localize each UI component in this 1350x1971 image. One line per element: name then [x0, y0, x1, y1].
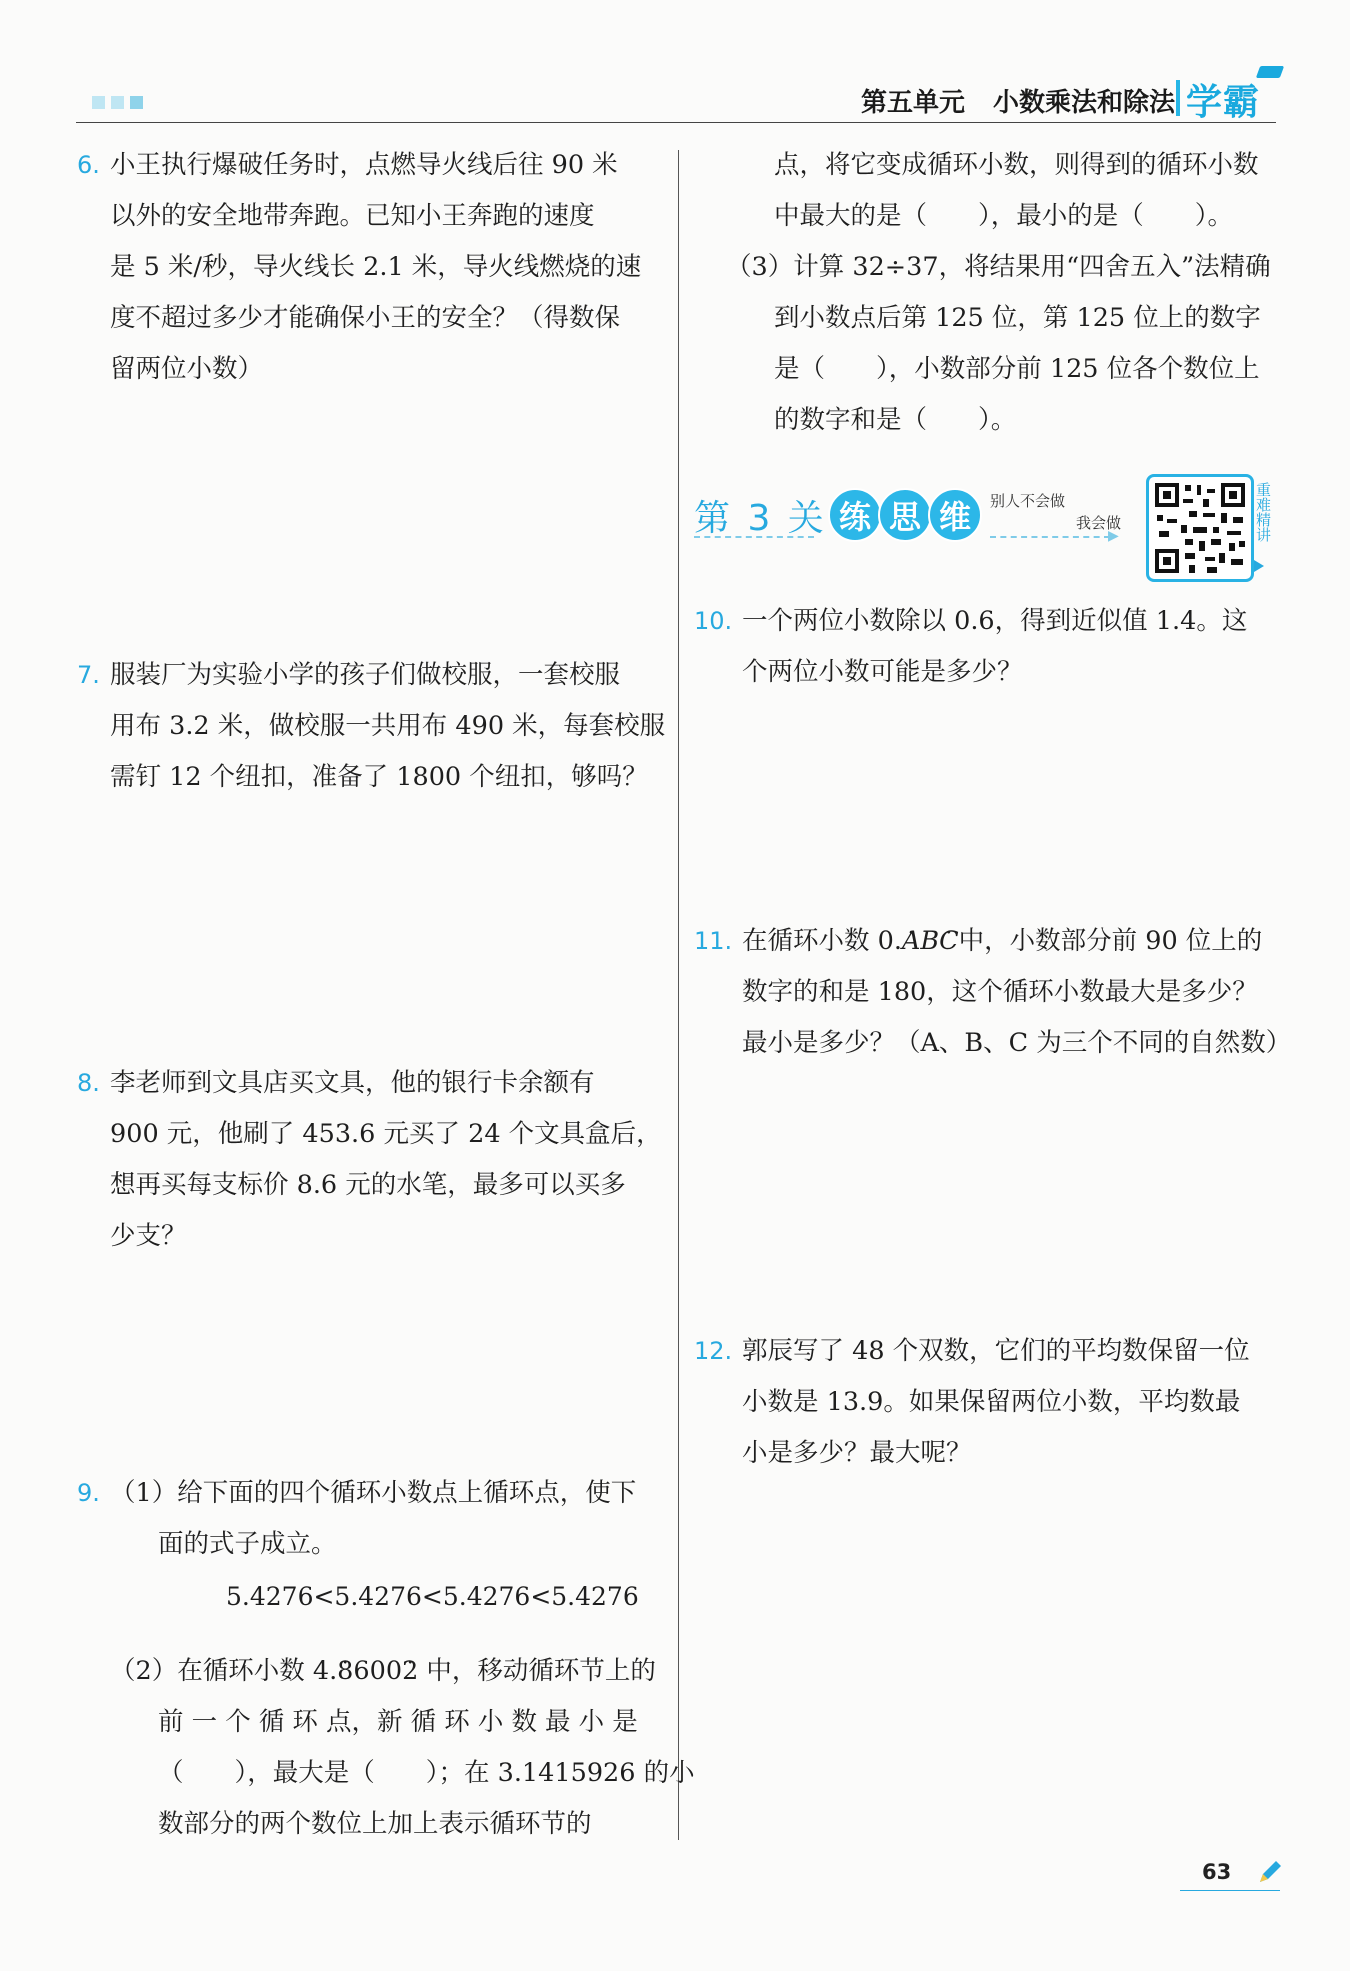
text-line: （ ），最大是（ ）；在 3.1415926 的小	[158, 1758, 695, 1788]
text-span: 在循环小数 0.	[742, 926, 902, 956]
question-10	[694, 596, 1248, 698]
text-line: 计算 32÷37，将结果用“四舍五入”法精确	[793, 252, 1271, 282]
banner-title	[828, 488, 978, 542]
text-line: 数部分的两个数位上加上表示循环节的	[158, 1809, 592, 1839]
header-title	[861, 82, 1175, 119]
title-char: 思	[878, 488, 932, 542]
text-line: 最小是多少？（A、B、C 为三个不同的自然数）	[742, 1028, 1292, 1058]
repeat-digit: · 2	[402, 1656, 418, 1686]
question-number: 8.	[77, 1069, 100, 1097]
text-line: 留两位小数）	[110, 354, 264, 384]
header-decoration	[92, 96, 143, 109]
dashed-rule	[990, 536, 1110, 538]
text-line: 以外的安全地带奔跑。已知小王奔跑的速度	[110, 201, 595, 231]
header-rule	[76, 122, 1276, 123]
column-divider	[678, 150, 679, 1840]
unit-label: 第五单元	[860, 88, 965, 118]
text-span: 600	[353, 1656, 403, 1686]
topic-label: 小数乘法和除法	[992, 88, 1175, 118]
text-line: 一个两位小数除以 0.6，得到近似值 1.4。这	[742, 606, 1248, 636]
question-6	[77, 140, 642, 395]
footer-rule	[1180, 1890, 1280, 1891]
text-line: 服装厂为实验小学的孩子们做校服，一套校服	[110, 660, 621, 690]
page-number: 63	[1202, 1860, 1232, 1884]
title-char: 维	[928, 488, 982, 542]
arrow-icon: ▶	[1108, 528, 1119, 544]
dashed-rule	[694, 536, 814, 538]
qr-code[interactable]	[1146, 474, 1254, 582]
question-8	[77, 1058, 662, 1262]
question-number: 9.	[77, 1479, 100, 1507]
text-line: 小数是 13.9。如果保留两位小数，平均数最	[742, 1387, 1241, 1417]
pencil-icon	[1256, 1858, 1284, 1886]
text-line: 用布 3.2 米，做校服一共用布 490 米，每套校服	[110, 711, 666, 741]
question-7	[77, 650, 666, 803]
brand-logo: 学霸	[1186, 82, 1261, 123]
text-span: 中，移动循环节上的	[418, 1656, 656, 1686]
text-line: 是 5 米/秒，导火线长 2.1 米，导火线燃烧的速	[110, 252, 642, 282]
text-line: 中最大的是（ ），最小的是（ ）。	[774, 201, 1234, 231]
graduation-cap-icon	[1256, 66, 1284, 78]
text-line: 面的式子成立。	[158, 1529, 337, 1559]
equation: 5.4276<5.4276<5.4276<5.4276	[226, 1582, 639, 1611]
text-line: 到小数点后第 125 位，第 125 位上的数字	[774, 303, 1261, 333]
text-line: 是（ ），小数部分前 125 位各个数位上	[774, 354, 1260, 384]
text-line: 度不超过多少才能确保小王的安全？（得数保	[110, 303, 621, 333]
text-line: 数字的和是 180，这个循环小数最大是多少？	[742, 977, 1258, 1007]
text-line: 的数字和是（ ）。	[774, 405, 1017, 435]
question-11	[694, 916, 1292, 1069]
repeat-digit: · C	[939, 926, 959, 956]
text-line: 郭辰写了 48 个双数，它们的平均数保留一位	[742, 1336, 1250, 1366]
text-line: 900 元，他刷了 453.6 元买了 24 个文具盒后，	[110, 1119, 662, 1149]
title-char: 练	[828, 488, 882, 542]
text-span: 在循环小数 4.	[177, 1656, 338, 1686]
question-number: 11.	[694, 927, 733, 955]
question-number: 10.	[694, 607, 733, 635]
text-span: B	[920, 926, 940, 956]
repeat-digit: · A	[902, 926, 920, 956]
text-line: 小王执行爆破任务时，点燃导火线后往 90 米	[110, 150, 618, 180]
text-line: 李老师到文具店买文具，他的银行卡余额有	[110, 1068, 595, 1098]
qr-code-icon	[1153, 481, 1247, 575]
text-span: 中，小数部分前 90 位上的	[958, 926, 1263, 956]
text-line: 前 一 个 循 环 点，新 循 环 小 数 最 小 是	[158, 1707, 638, 1737]
banner-side-label: 重难精讲	[1254, 482, 1272, 542]
question-9-continued	[774, 140, 1259, 242]
banner-caption: 别人不会做	[990, 492, 1066, 510]
repeat-digit: · 8	[337, 1656, 353, 1686]
section-banner	[694, 474, 1278, 582]
text-line: 少支？	[110, 1221, 187, 1251]
banner-caption: 我会做	[1076, 514, 1122, 532]
text-line: 小是多少？最大呢？	[742, 1438, 972, 1468]
question-number: 7.	[77, 661, 100, 689]
text-line: 想再买每支标价 8.6 元的水笔，最多可以买多	[110, 1170, 626, 1200]
play-icon[interactable]	[1254, 560, 1264, 572]
question-number: 6.	[77, 151, 100, 179]
question-9	[77, 1468, 637, 1570]
question-number: 12.	[694, 1337, 733, 1365]
text-line: 点，将它变成循环小数，则得到的循环小数	[774, 150, 1259, 180]
question-12	[694, 1326, 1250, 1479]
level-label: 第 3 关	[694, 498, 827, 539]
header-divider	[1176, 80, 1180, 116]
part-label: （3）	[726, 252, 794, 282]
text-line: 给下面的四个循环小数点上循环点，使下	[177, 1478, 637, 1508]
question-9-part-2	[110, 1646, 695, 1850]
text-line: 需钉 12 个纽扣，准备了 1800 个纽扣，够吗？	[110, 762, 648, 792]
question-9-part-3	[726, 242, 1271, 446]
text-line: 个两位小数可能是多少？	[742, 657, 1023, 687]
part-label: （1）	[110, 1478, 178, 1508]
part-label: （2）	[110, 1656, 178, 1686]
